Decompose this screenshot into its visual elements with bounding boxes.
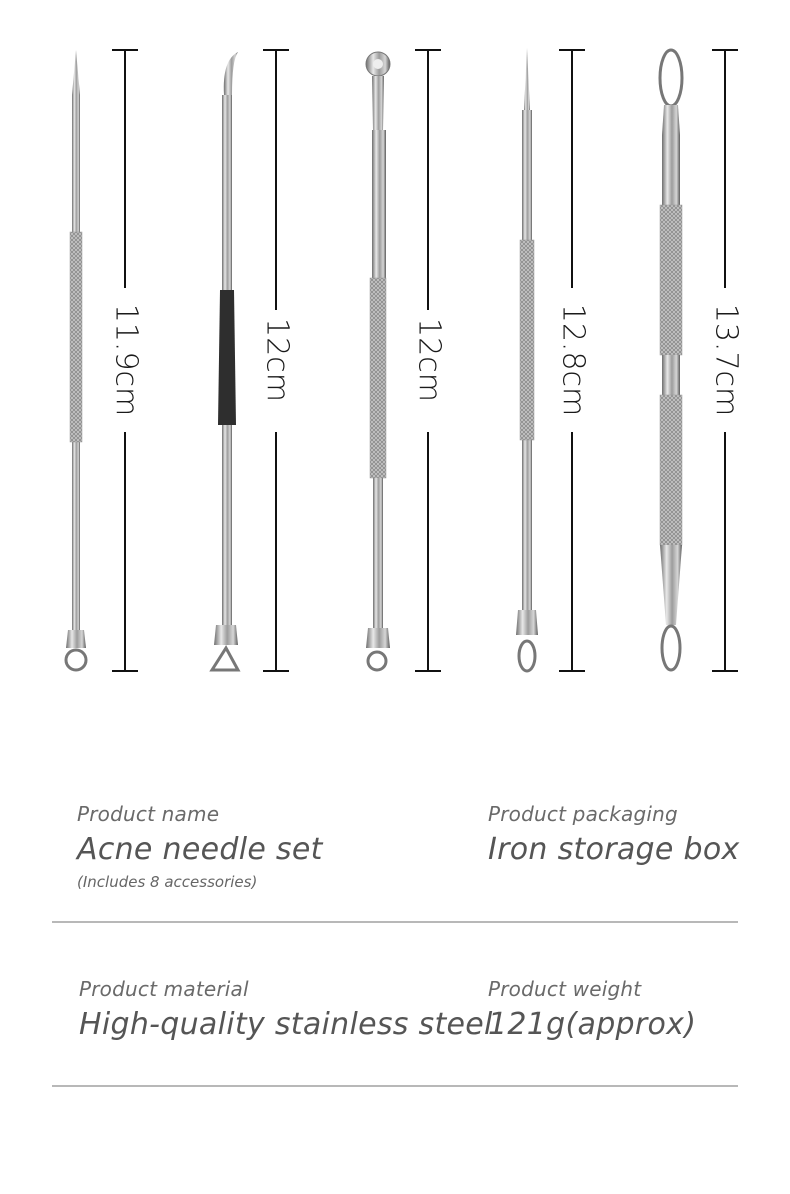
tool-double-loop — [660, 50, 682, 670]
tool-needle-loop — [66, 50, 86, 670]
dimension-label: 11.9cm — [108, 303, 144, 417]
divider — [52, 921, 738, 923]
spec-product-material — [79, 977, 493, 1042]
spec-label: Product name — [77, 802, 220, 826]
spec-product-packaging — [488, 802, 740, 867]
tool-hook-triangle — [212, 52, 238, 670]
spec-product-weight — [488, 977, 696, 1042]
dimension-marker — [412, 50, 447, 671]
dimension-marker — [556, 50, 591, 671]
spec-label: Product material — [79, 977, 249, 1001]
dimension-marker — [109, 50, 144, 671]
spec-value: Acne needle set — [77, 832, 323, 867]
dimension-label: 12.8cm — [555, 303, 591, 417]
spec-value: 121g(approx) — [488, 1007, 697, 1042]
dimension-label: 13.7cm — [708, 303, 744, 417]
spec-value: Iron storage box — [488, 832, 740, 867]
dimension-label: 12cm — [411, 318, 447, 402]
spec-label: Product packaging — [488, 802, 678, 826]
tool-spoon-loop — [366, 52, 390, 670]
dimension-label: 12cm — [259, 318, 295, 402]
divider — [52, 1085, 738, 1087]
spec-value: High-quality stainless steel — [79, 1007, 493, 1042]
spec-note: (Includes 8 accessories) — [77, 873, 258, 891]
spec-product-name — [77, 802, 323, 891]
dimension-marker — [260, 50, 295, 671]
tool-fine-needle — [516, 48, 538, 671]
spec-label: Product weight — [488, 977, 642, 1001]
dimension-marker — [709, 50, 744, 671]
